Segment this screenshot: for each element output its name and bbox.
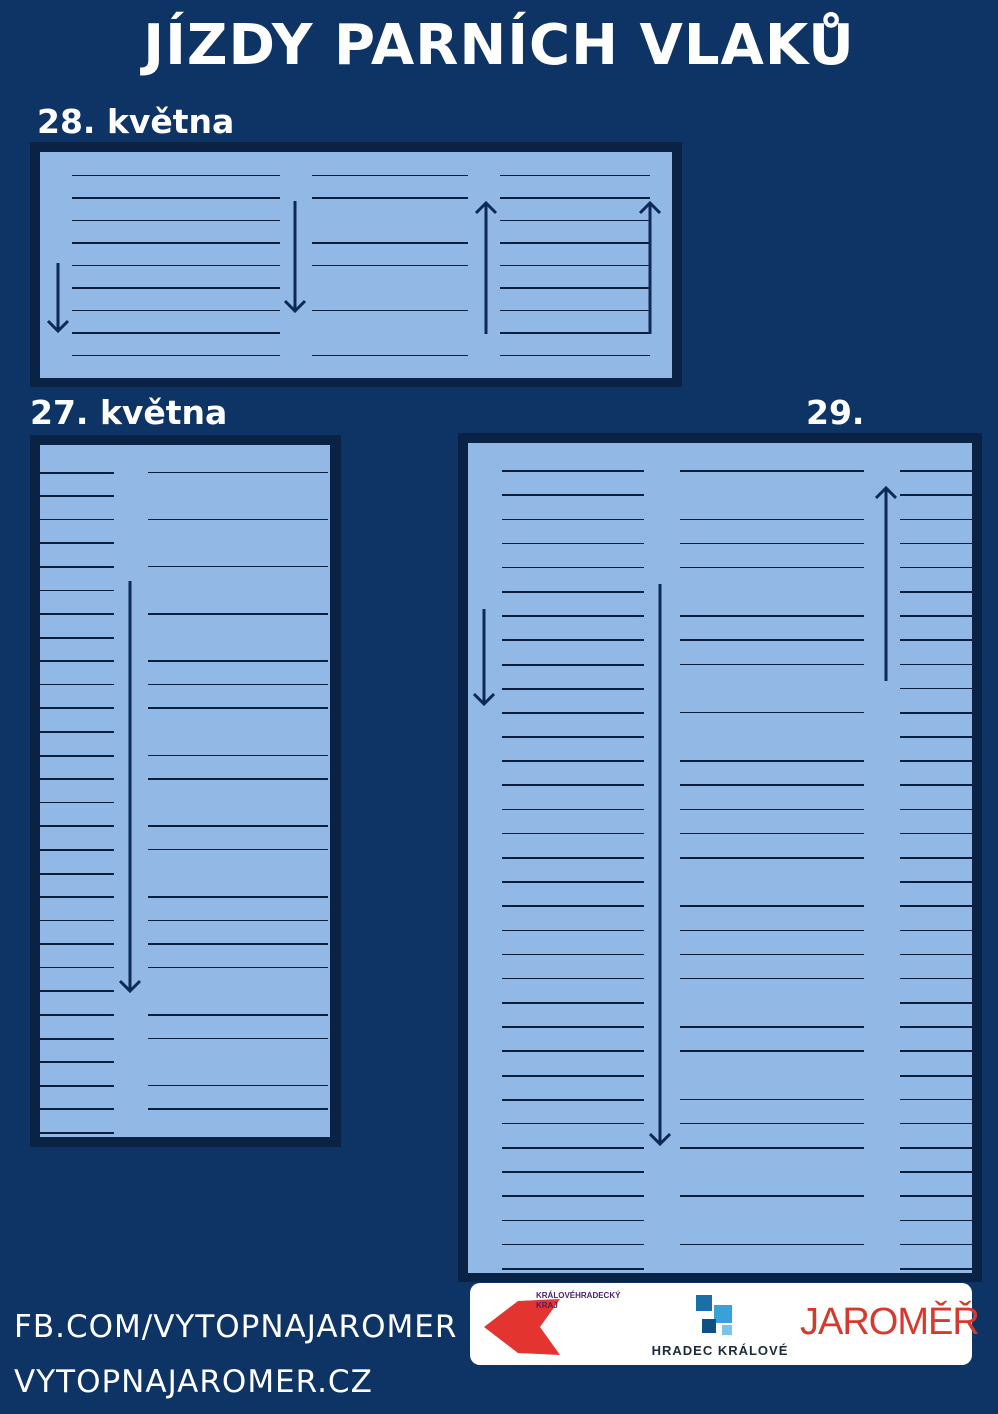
hradec-kralove-logo-icon bbox=[692, 1291, 748, 1339]
station-line bbox=[312, 265, 468, 267]
row-line bbox=[502, 470, 644, 472]
row-line bbox=[900, 1075, 972, 1077]
station-line bbox=[680, 905, 864, 907]
row-line bbox=[502, 543, 644, 545]
row-line bbox=[900, 519, 972, 521]
row-line bbox=[502, 1244, 644, 1246]
may27-heading: 27. května bbox=[30, 393, 228, 432]
row-line bbox=[72, 310, 280, 312]
row-line bbox=[900, 615, 972, 617]
facebook-link[interactable]: FB.COM/VYTOPNAJAROMER bbox=[14, 1309, 458, 1345]
station-line bbox=[680, 930, 864, 932]
station-line bbox=[680, 664, 864, 666]
station-line bbox=[312, 355, 468, 357]
row-line bbox=[502, 954, 644, 956]
row-line bbox=[72, 355, 280, 357]
row-line bbox=[502, 494, 644, 496]
row-line bbox=[72, 197, 280, 199]
station-line bbox=[312, 175, 468, 177]
row-line bbox=[502, 760, 644, 762]
row-line bbox=[900, 567, 972, 569]
station-line bbox=[148, 684, 328, 686]
page-title: JÍZDY PARNÍCH VLAKŮ bbox=[143, 13, 855, 78]
row-line bbox=[40, 990, 114, 992]
row-line bbox=[502, 567, 644, 569]
station-line bbox=[312, 242, 468, 244]
station-line bbox=[680, 1050, 864, 1052]
row-line bbox=[40, 896, 114, 898]
direction-up-arrow-icon bbox=[638, 200, 662, 336]
station-line bbox=[680, 809, 864, 811]
row-line bbox=[900, 494, 972, 496]
row-line bbox=[40, 755, 114, 757]
row-line bbox=[502, 1171, 644, 1173]
row-line bbox=[900, 857, 972, 859]
row-line bbox=[40, 542, 114, 544]
row-line bbox=[40, 943, 114, 945]
station-line bbox=[680, 833, 864, 835]
row-line bbox=[900, 760, 972, 762]
row-line bbox=[502, 1075, 644, 1077]
row-line bbox=[502, 1002, 644, 1004]
row-line bbox=[502, 1268, 644, 1270]
station-line bbox=[148, 825, 328, 827]
row-line bbox=[40, 778, 114, 780]
row-line bbox=[900, 954, 972, 956]
row-line bbox=[72, 175, 280, 177]
station-line bbox=[148, 755, 328, 757]
row-line bbox=[40, 684, 114, 686]
row-line bbox=[500, 175, 650, 177]
direction-down-arrow-icon bbox=[472, 608, 496, 707]
station-line bbox=[148, 660, 328, 662]
station-line bbox=[680, 760, 864, 762]
station-line bbox=[680, 543, 864, 545]
row-line bbox=[502, 1099, 644, 1101]
may28-heading: 28. května bbox=[37, 102, 235, 141]
station-line bbox=[312, 310, 468, 312]
row-line bbox=[40, 519, 114, 521]
row-line bbox=[900, 470, 972, 472]
row-line bbox=[502, 1050, 644, 1052]
row-line bbox=[502, 736, 644, 738]
row-line bbox=[502, 930, 644, 932]
row-line bbox=[500, 265, 650, 267]
may29-heading: 29. bbox=[806, 393, 865, 432]
row-line bbox=[502, 857, 644, 859]
may29-frame bbox=[458, 433, 982, 1282]
direction-up-arrow-icon bbox=[474, 200, 498, 336]
row-line bbox=[900, 736, 972, 738]
row-line bbox=[502, 1195, 644, 1197]
row-line bbox=[502, 1220, 644, 1222]
row-line bbox=[900, 1220, 972, 1222]
station-line bbox=[148, 896, 328, 898]
row-line bbox=[72, 287, 280, 289]
row-line bbox=[900, 1147, 972, 1149]
station-line bbox=[148, 1085, 328, 1087]
station-line bbox=[680, 567, 864, 569]
row-line bbox=[900, 1171, 972, 1173]
row-line bbox=[40, 1085, 114, 1087]
row-line bbox=[900, 1268, 972, 1270]
row-line bbox=[502, 1123, 644, 1125]
station-line bbox=[312, 197, 468, 199]
row-line bbox=[40, 472, 114, 474]
station-line bbox=[148, 707, 328, 709]
station-line bbox=[148, 778, 328, 780]
row-line bbox=[40, 1014, 114, 1016]
row-line bbox=[900, 809, 972, 811]
direction-down-arrow-icon bbox=[648, 583, 672, 1147]
row-line bbox=[900, 543, 972, 545]
station-line bbox=[148, 519, 328, 521]
station-line bbox=[148, 566, 328, 568]
row-line bbox=[900, 591, 972, 593]
station-line bbox=[680, 470, 864, 472]
row-line bbox=[500, 242, 650, 244]
station-line bbox=[148, 920, 328, 922]
row-line bbox=[40, 825, 114, 827]
row-line bbox=[900, 1002, 972, 1004]
row-line bbox=[502, 833, 644, 835]
row-line bbox=[72, 220, 280, 222]
direction-down-arrow-icon bbox=[283, 200, 307, 314]
row-line bbox=[40, 660, 114, 662]
row-line bbox=[72, 332, 280, 334]
station-line bbox=[148, 1038, 328, 1040]
row-line bbox=[900, 1195, 972, 1197]
sponsor-logos bbox=[470, 1283, 979, 1365]
station-line bbox=[148, 1014, 328, 1016]
row-line bbox=[40, 495, 114, 497]
hradec-kralove-logo-text: HRADEC KRÁLOVÉ bbox=[651, 1343, 789, 1358]
row-line bbox=[500, 220, 650, 222]
station-line bbox=[680, 712, 864, 714]
row-line bbox=[900, 688, 972, 690]
row-line bbox=[40, 873, 114, 875]
station-line bbox=[680, 1026, 864, 1028]
row-line bbox=[900, 664, 972, 666]
row-line bbox=[900, 1026, 972, 1028]
row-line bbox=[40, 1061, 114, 1063]
row-line bbox=[40, 1108, 114, 1110]
row-line bbox=[500, 287, 650, 289]
row-line bbox=[900, 833, 972, 835]
row-line bbox=[40, 967, 114, 969]
row-line bbox=[900, 1123, 972, 1125]
row-line bbox=[40, 802, 114, 804]
row-line bbox=[502, 712, 644, 714]
row-line bbox=[502, 639, 644, 641]
row-line bbox=[502, 591, 644, 593]
row-line bbox=[500, 310, 650, 312]
station-line bbox=[148, 613, 328, 615]
station-line bbox=[680, 615, 864, 617]
row-line bbox=[900, 1244, 972, 1246]
row-line bbox=[40, 566, 114, 568]
row-line bbox=[40, 613, 114, 615]
station-line bbox=[680, 857, 864, 859]
row-line bbox=[40, 590, 114, 592]
may27-frame bbox=[30, 435, 341, 1147]
row-line bbox=[900, 1050, 972, 1052]
may28-frame bbox=[30, 142, 682, 387]
row-line bbox=[502, 784, 644, 786]
row-line bbox=[502, 905, 644, 907]
row-line bbox=[900, 712, 972, 714]
row-line bbox=[900, 881, 972, 883]
row-line bbox=[500, 355, 650, 357]
row-line bbox=[502, 1147, 644, 1149]
row-line bbox=[900, 784, 972, 786]
row-line bbox=[500, 197, 650, 199]
row-line bbox=[900, 639, 972, 641]
station-line bbox=[680, 639, 864, 641]
row-line bbox=[40, 707, 114, 709]
direction-up-arrow-icon bbox=[874, 485, 898, 683]
row-line bbox=[72, 265, 280, 267]
station-line bbox=[680, 954, 864, 956]
station-line bbox=[680, 978, 864, 980]
station-line bbox=[148, 472, 328, 474]
station-line bbox=[148, 1108, 328, 1110]
row-line bbox=[502, 1026, 644, 1028]
row-line bbox=[900, 930, 972, 932]
row-line bbox=[502, 615, 644, 617]
row-line bbox=[40, 1132, 114, 1134]
station-line bbox=[680, 1123, 864, 1125]
row-line bbox=[502, 881, 644, 883]
may29-timetable bbox=[468, 443, 972, 1273]
jaromer-logo-text: JAROMĚŘ bbox=[800, 1301, 979, 1343]
station-line bbox=[148, 849, 328, 851]
row-line bbox=[40, 920, 114, 922]
row-line bbox=[502, 519, 644, 521]
station-line bbox=[680, 1244, 864, 1246]
row-line bbox=[40, 1038, 114, 1040]
website-link[interactable]: VYTOPNAJAROMER.CZ bbox=[14, 1364, 373, 1400]
row-line bbox=[502, 809, 644, 811]
row-line bbox=[500, 332, 650, 334]
station-line bbox=[680, 1195, 864, 1197]
station-line bbox=[680, 519, 864, 521]
station-line bbox=[680, 1099, 864, 1101]
row-line bbox=[502, 978, 644, 980]
kraj-logo-text: KRÁLOVÉHRADECKÝ KRAJ bbox=[536, 1291, 621, 1310]
may27-timetable bbox=[40, 445, 330, 1137]
row-line bbox=[72, 242, 280, 244]
row-line bbox=[502, 664, 644, 666]
station-line bbox=[148, 967, 328, 969]
row-line bbox=[900, 1099, 972, 1101]
direction-down-arrow-icon bbox=[46, 262, 70, 334]
direction-down-arrow-icon bbox=[118, 580, 142, 994]
row-line bbox=[502, 688, 644, 690]
row-line bbox=[40, 849, 114, 851]
station-line bbox=[680, 1147, 864, 1149]
row-line bbox=[40, 637, 114, 639]
row-line bbox=[900, 905, 972, 907]
row-line bbox=[900, 978, 972, 980]
station-line bbox=[680, 784, 864, 786]
row-line bbox=[40, 731, 114, 733]
station-line bbox=[148, 943, 328, 945]
may28-timetable bbox=[40, 152, 672, 378]
